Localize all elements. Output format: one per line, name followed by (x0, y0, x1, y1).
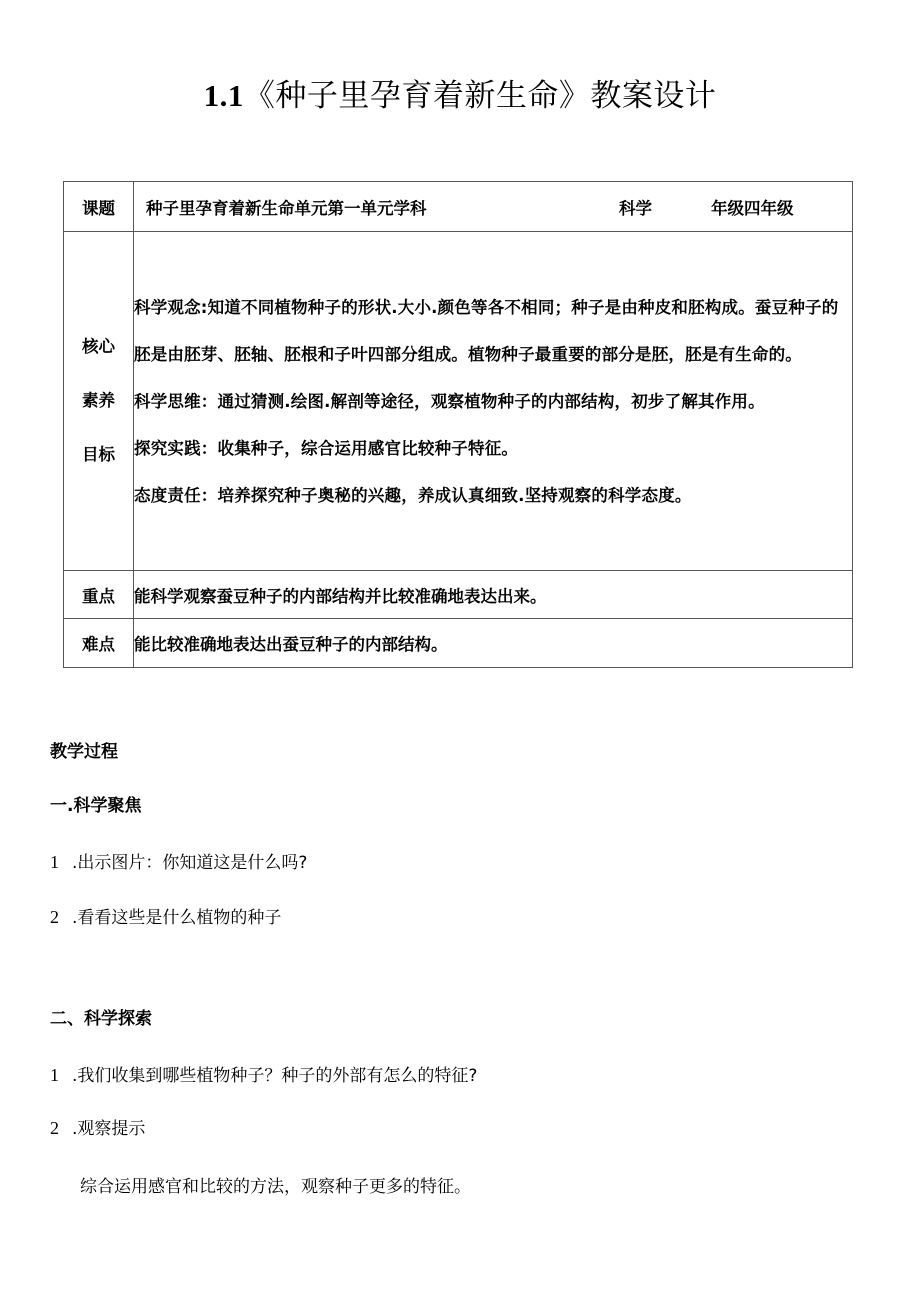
item-number: 2 (50, 907, 59, 927)
list-item (50, 848, 307, 873)
item-number: 2 (50, 1118, 59, 1138)
topic-label: 课题 (64, 182, 134, 232)
difficulty-label: 难点 (64, 619, 134, 668)
observation-paragraph: 综合运用感官和比较的方法，观察种子更多的特征。 (80, 1177, 471, 1197)
core-goal-attitude: 态度责任：培养探究种子奥秘的兴趣，养成认真细致.坚持观察的科学态度。 (134, 485, 692, 505)
list-item (50, 903, 281, 928)
core-label-line-3: 目标 (82, 445, 115, 464)
item-text: .看看这些是什么植物的种子 (72, 908, 282, 928)
topic-cell (134, 182, 853, 232)
process-heading: 教学过程 (50, 742, 118, 762)
item-number: 1 (50, 852, 59, 872)
document-title (0, 74, 920, 118)
list-item (50, 1114, 145, 1139)
item-text: .观察提示 (72, 1119, 146, 1139)
table-row-topic (64, 182, 853, 232)
core-goals-label (64, 232, 134, 571)
section-2-title: 二、科学探索 (50, 1009, 152, 1029)
core-goals-content (134, 232, 853, 571)
item-text: .我们收集到哪些植物种子？种子的外部有怎么的特征? (72, 1066, 478, 1086)
item-text: .出示图片：你知道这是什么吗? (72, 853, 308, 873)
item-number: 1 (50, 1065, 59, 1085)
title-text: 《种子里孕育着新生命》教案设计 (243, 78, 717, 114)
table-row-core-goals (64, 232, 853, 571)
section-1-title: 一.科学聚焦 (50, 796, 142, 816)
core-goal-thinking: 科学思维：通过猜测.绘图.解剖等途径，观察植物种子的内部结构，初步了解其作用。 (134, 391, 765, 411)
key-point-value: 能科学观察蚕豆种子的内部结构并比较准确地表达出来。 (134, 571, 853, 619)
list-item (50, 1061, 477, 1086)
table-row-key-point (64, 571, 853, 619)
topic-value: 种子里孕育着新生命单元第一单元学科 (146, 198, 427, 218)
key-point-label: 重点 (64, 571, 134, 619)
lesson-plan-table (63, 181, 853, 668)
title-number: 1.1 (203, 78, 244, 113)
difficulty-value: 能比较准确地表达出蚕豆种子的内部结构。 (134, 619, 853, 668)
core-label-line-1: 核心 (82, 337, 115, 356)
grade-value: 年级四年级 (711, 198, 794, 218)
table-row-difficulty (64, 619, 853, 668)
subject-value: 科学 (619, 198, 652, 218)
core-goal-practice: 探究实践：收集种子，综合运用感官比较种子特征。 (134, 438, 519, 458)
core-label-line-2: 素养 (82, 391, 115, 410)
core-goal-concept: 科学观念:知道不同植物种子的形状.大小.颜色等各不相同；种子是由种皮和胚构成。蚕豆种子的胚是由胚芽、胚轴、胚根和子叶四部分组成。植物种子最重要的部分是胚，胚是有生命的。 (134, 297, 839, 364)
